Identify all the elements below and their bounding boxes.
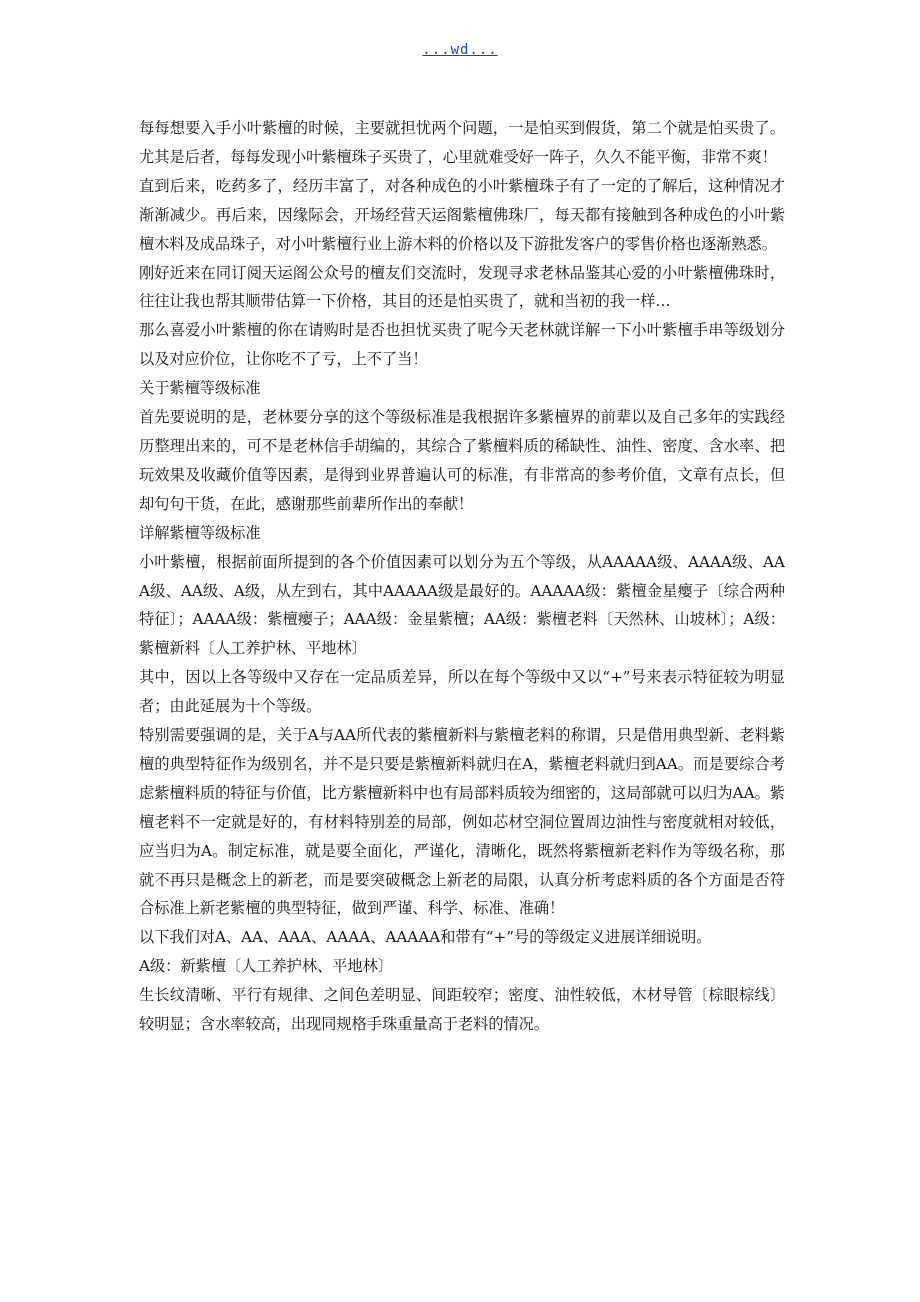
grade-a-heading: A级：新紫檀〔人工养护林、平地林〕: [139, 957, 393, 976]
header-link[interactable]: ...wd...: [422, 42, 498, 58]
paragraph-standard-origin: 首先要说明的是，老林要分享的这个等级标准是我根据许多紫檀界的前辈以及自己多年的实践经历整理出来的，可不是老林信手胡编的，其综合了紫檀料质的稀缺性、油性、密度、含水率、把玩效果及收藏价值等因素，是得到业界普遍认可的标准，有非常高的参考价值，文章有点长，但却句句干货，在此，感谢那些前辈所作出的奉献！: [139, 408, 785, 513]
paragraph-grade-explanation-intro: 以下我们对A、AA、AAA、AAAA、AAAAA和带有“+”号的等级定义进展详细说明。: [139, 928, 712, 947]
paragraph-friends-exchange: 刚好近来在同订阅天运阁公众号的檀友们交流时，发现寻求老林品鉴其心爱的小叶紫檀佛珠时，往往让我也帮其顺带估算一下价格，其目的还是怕买贵了，就和当初的我一样…: [139, 263, 785, 311]
paragraph-experience: 直到后来，吃药多了，经历丰富了，对各种成色的小叶紫檀珠子有了一定的了解后，这种情况才渐渐减少。再后来，因缘际会，开场经营天运阁紫檀佛珠厂，每天都有接触到各种成色的小叶紫檀木料及成品珠子，对小叶紫檀行业上游木料的价格以及下游批发客户的零售价格也逐渐熟悉。: [139, 176, 785, 253]
paragraph-new-old-emphasis: 特别需要强调的是，关于A与AA所代表的紫檀新料与紫檀老料的称谓，只是借用典型新、老料紫檀的典型特征作为级别名，并不是只要是紫檀新料就归在A，紫檀老料就归到AA。而是要综合考虑紫檀料质的特征与价值，比方紫檀新料中也有局部料质较为细密的，这局部就可以归为AA。紫檀老料不一定就是好的，有材料特别差的局部，例如芯材空洞位置周边油性与密度就相对较低，应当归为A。制定标准，就是要全面化，严谨化，清晰化，既然将紫檀新老料作为等级名称，那就不再只是概念上的新老，而是要突破概念上新老的局限，认真分析考虑料质的各个方面是否符合标准上新老紫檀的典型特征，做到严谨、科学、标准、准确！: [139, 726, 785, 918]
section-heading-details: 详解紫檀等级标准: [139, 523, 261, 542]
paragraph-five-grades: 小叶紫檀，根据前面所提到的各个价值因素可以划分为五个等级，从AAAAA级、AAAA级、AAA级、AA级、A级，从左到右，其中AAAAA级是最好的。AAAAA级：紫檀金星瘿子〔综合两种特征〕；AAAA级：紫檀瘿子；AAA级：金星紫檀；AA级：紫檀老料〔天然林、山坡林〕；A级：紫檀新料〔人工养护林、平地林〕: [139, 552, 785, 658]
grade-a-description: 生长纹清晰、平行有规律、之间色差明显、间距较窄；密度、油性较低，木材导管〔棕眼棕线〕较明显；含水率较高，出现同规格手珠重量高于老料的情况。: [139, 986, 785, 1034]
paragraph-plus-grades: 其中，因以上各等级中又存在一定品质差异，所以在每个等级中又以“+”号来表示特征较为明显者；由此延展为十个等级。: [139, 668, 785, 716]
paragraph-purpose: 那么喜爱小叶紫檀的你在请购时是否也担忧买贵了呢今天老林就详解一下小叶紫檀手串等级划分以及对应价位，让你吃不了亏，上不了当！: [139, 321, 785, 369]
paragraph-intro-worry: 每每想要入手小叶紫檀的时候，主要就担忧两个问题，一是怕买到假货，第二个就是怕买贵了。尤其是后者，每每发现小叶紫檀珠子买贵了，心里就难受好一阵子，久久不能平衡，非常不爽！: [139, 119, 785, 166]
document-body: [139, 114, 785, 1039]
section-heading-standard: 关于紫檀等级标准: [139, 379, 261, 398]
